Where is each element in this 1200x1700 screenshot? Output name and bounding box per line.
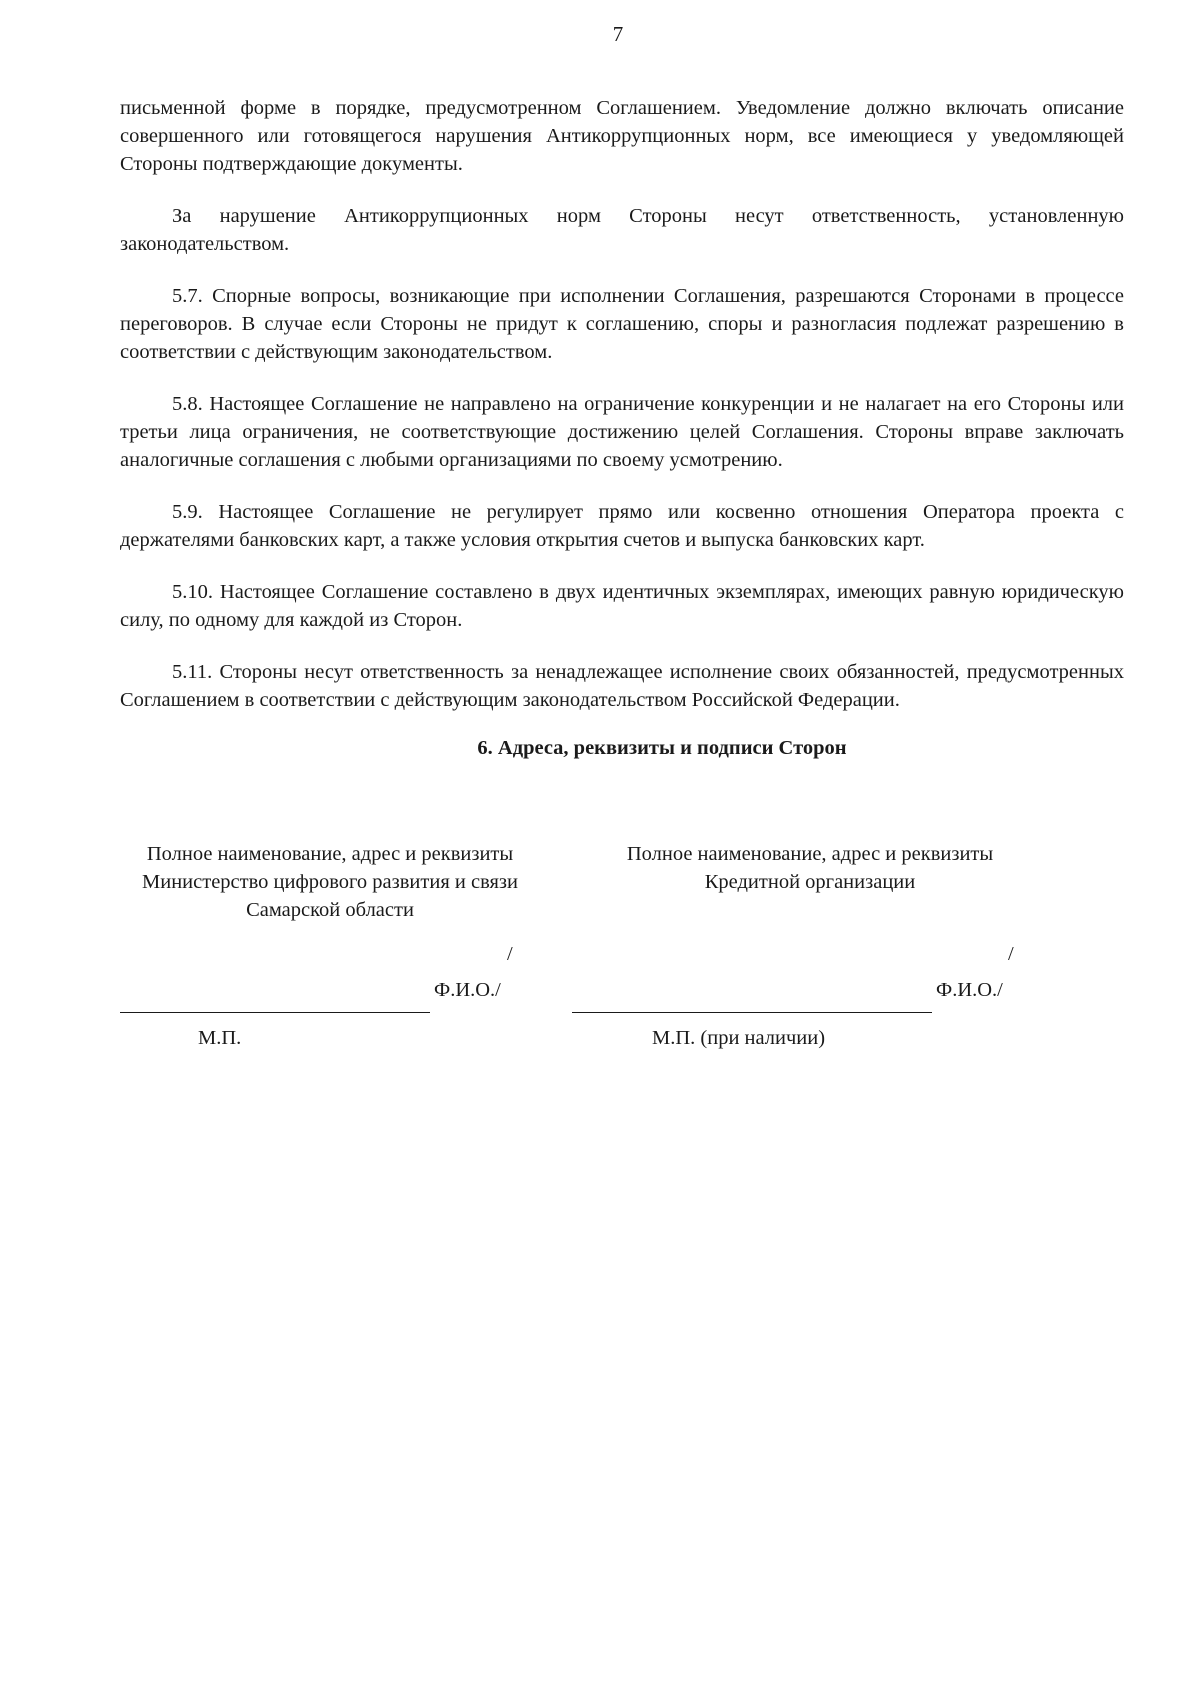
right-party-title: Полное наименование, адрес и реквизиты Кредитной организации <box>626 843 994 893</box>
left-stamp-label: М.П. <box>198 1027 242 1049</box>
left-party-title: Полное наименование, адрес и реквизиты Министерство цифрового развития и связи Самарской области <box>142 843 518 921</box>
signature-block <box>120 840 1124 1060</box>
right-fio-label: Ф.И.О./ <box>936 979 1003 1001</box>
section-6-heading: 6. Адреса, реквизиты и подписи Сторон <box>477 737 847 759</box>
left-signature-slash: / <box>507 943 513 965</box>
paragraph-anticorruption-liability: За нарушение Антикоррупционных норм Стороны несут ответственность, установленную законодательством. <box>120 205 1124 255</box>
document-body <box>120 94 1124 768</box>
paragraph-5-11: 5.11. Стороны несут ответственность за ненадлежащее исполнение своих обязанностей, предусмотренных Соглашением в соответствии с действующим законодательством Российской Федерации. <box>120 661 1124 711</box>
right-stamp-label: М.П. (при наличии) <box>652 1027 826 1049</box>
left-fio-label: Ф.И.О./ <box>434 979 501 1001</box>
page-number: 7 <box>612 22 624 46</box>
paragraph-5-7: 5.7. Спорные вопросы, возникающие при исполнении Соглашения, разрешаются Сторонами в процессе переговоров. В случае если Стороны не придут к соглашению, споры и разногласия подлежат разрешению в соответствии с действующим законодательством. <box>120 285 1124 363</box>
right-signature-line <box>572 1012 932 1013</box>
left-signature-line <box>120 1012 430 1013</box>
paragraph-notification-continued: письменной форме в порядке, предусмотренном Соглашением. Уведомление должно включать описание совершенного или готовящегося нарушения Антикоррупционных норм, все имеющиеся у уведомляющей Стороны подтверждающие документы. <box>120 97 1124 175</box>
paragraph-5-9: 5.9. Настоящее Соглашение не регулирует прямо или косвенно отношения Оператора проекта с держателями банковских карт, а также условия открытия счетов и выпуска банковских карт. <box>120 501 1124 551</box>
paragraph-5-10: 5.10. Настоящее Соглашение составлено в двух идентичных экземплярах, имеющих равную юридическую силу, по одному для каждой из Сторон. <box>120 581 1124 631</box>
paragraph-5-8: 5.8. Настоящее Соглашение не направлено на ограничение конкуренции и не налагает на его Стороны или третьи лица ограничения, не соответствующие достижению целей Соглашения. Стороны вправе заключать аналогичные соглашения с любыми организациями по своему усмотрению. <box>120 393 1124 471</box>
right-signature-slash: / <box>1008 943 1014 965</box>
